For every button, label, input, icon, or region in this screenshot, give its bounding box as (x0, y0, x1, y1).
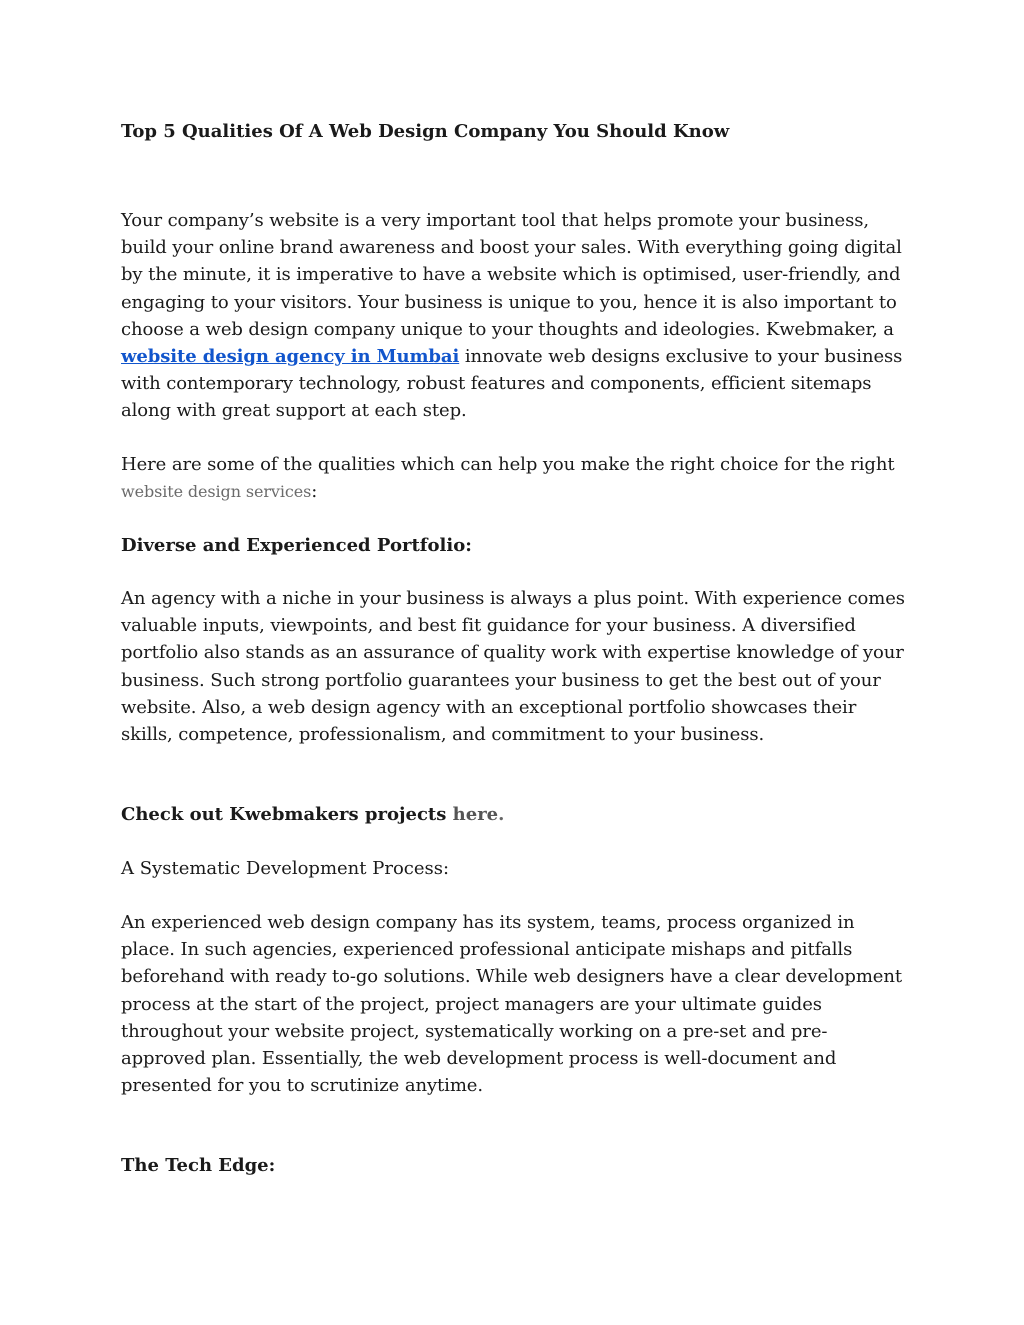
section-heading-tech-edge: The Tech Edge: (121, 1155, 276, 1176)
qualities-intro-suffix: : (311, 481, 318, 503)
document-title: Top 5 Qualities Of A Web Design Company You Should Know (121, 121, 730, 142)
projects-cta-suffix: . (498, 804, 505, 825)
process-paragraph: An experienced web design company has its system, teams, process organized in place. In such agencies, experienced professional anticipate mishaps and pitfalls beforehand with ready to-go solutions. While web designers have a clear development process at the start of the project, project managers are your ultimate guides throughout your website project, systematically working on a pre-set and pre-approved plan. Essentially, the web development process is well-document and presented for you to scrutinize anytime. (121, 912, 902, 1097)
projects-cta-text: Check out Kwebmakers projects (121, 804, 453, 825)
website-design-agency-link[interactable]: website design agency in Mumbai (121, 346, 460, 368)
intro-paragraph (121, 207, 911, 425)
portfolio-paragraph: An agency with a niche in your business is always a plus point. With experience comes valuable inputs, viewpoints, and best fit guidance for your business. A diversified portfolio also stands as an assurance of quality work with expertise knowledge of your business. Such strong portfolio guarantees your business to get the best out of your website. Also, a web design agency with an exceptional portfolio showcases their skills, competence, professionalism, and commitment to your business. (121, 588, 905, 746)
section-heading-portfolio: Diverse and Experienced Portfolio: (121, 535, 472, 556)
intro-text-after-link: innovate web designs exclusive to your business with contemporary technology, robust features and components, efficient sitemaps along with great support at each step. (121, 346, 903, 422)
projects-cta (121, 801, 911, 829)
section-heading-process: A Systematic Development Process: (121, 858, 450, 879)
qualities-intro-text: Here are some of the qualities which can help you make the right choice for the right (121, 454, 895, 475)
website-design-services-text: website design services (121, 482, 312, 502)
projects-here-link[interactable]: here (452, 804, 499, 825)
intro-text-before-link: Your company’s website is a very important tool that helps promote your business, build your online brand awareness and boost your sales. With everything going digital by the minute, it is imperative to have a website which is optimised, user-friendly, and engaging to your visitors. Your business is unique to you, hence it is also important to choose a web design company unique to your thoughts and ideologies. Kwebmaker, a (121, 210, 902, 340)
qualities-intro-paragraph (121, 451, 911, 505)
